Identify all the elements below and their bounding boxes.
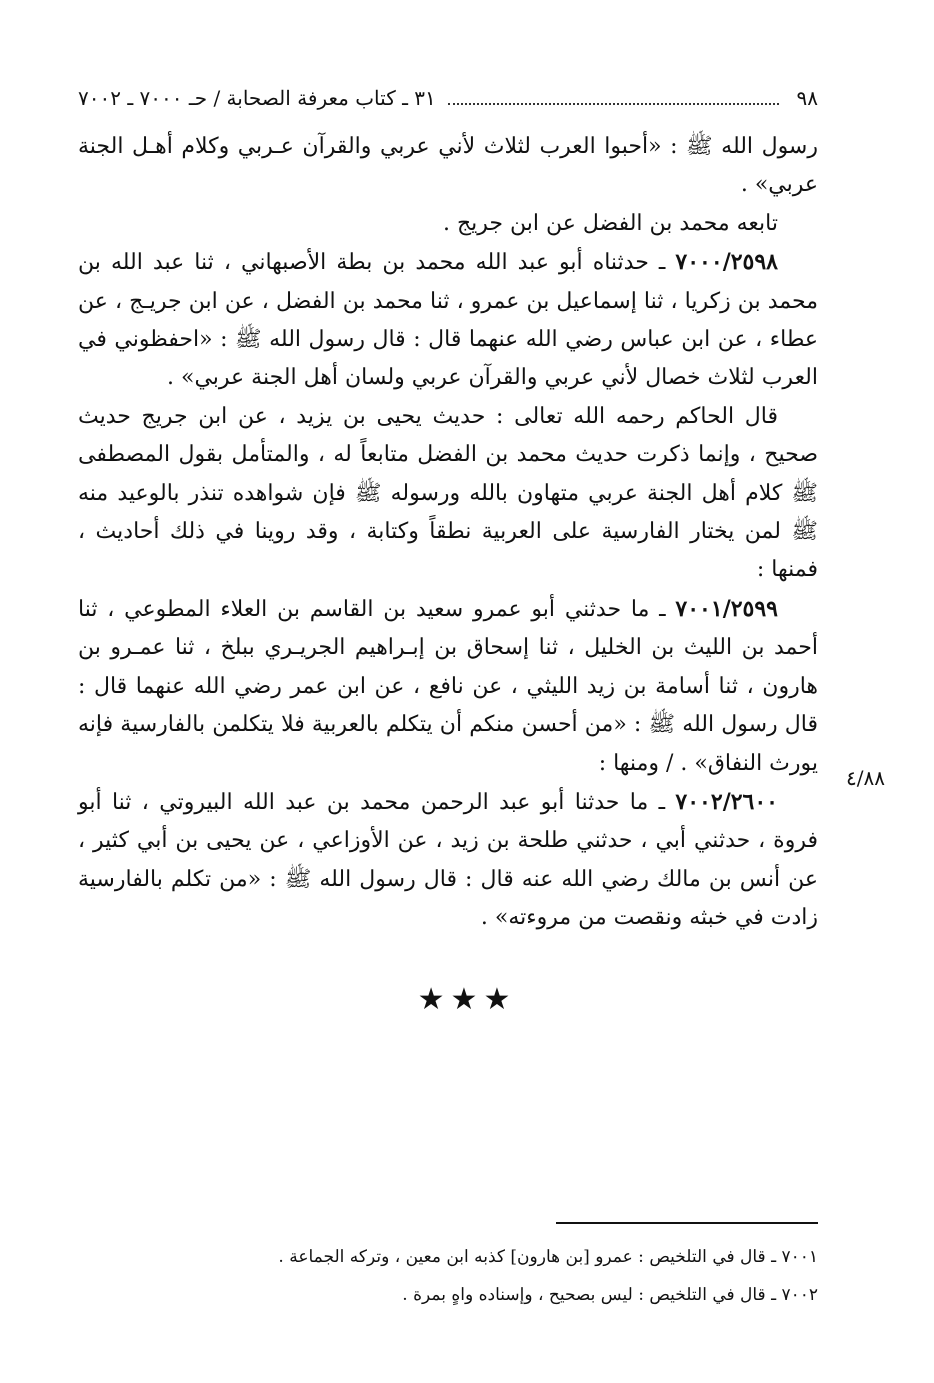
paragraph-text: قال الحاكم رحمه الله تعالى : حديث يحيى بن يزيد ، عن ابن جريج حديث صحيح ، وإنما ذكرت حديث محمد بن الفضل متابعاً له ، والمتأمل بقول المصطفى ﷺ كلام أهل الجنة عربي متهاون بالله ورسوله ﷺ فإن شواهده تنذر بالوعيد منه ﷺ لمن يختار الفارسية على العربية نطقاً وكتابة ، وقد روينا في ذلك أحاديث ، فمنها : <box>78 403 818 583</box>
dotted-leader <box>448 102 779 105</box>
hadith-number: ٧٠٠٠/٢٥٩٨ <box>675 249 778 276</box>
running-title: ٣١ ـ كتاب معرفة الصحابة / حـ ٧٠٠٠ ـ ٧٠٠٢ <box>78 86 436 110</box>
hadith-number: ٧٠٠٢/٢٦٠٠ <box>675 788 778 815</box>
hadith-paragraph <box>78 590 818 783</box>
footnote: ٧٠٠٢ ـ قال في التلخيص : ليس بصحيح ، وإسناده واهٍ بمرة . <box>402 1285 818 1305</box>
section-separator: ★★★ <box>417 982 517 1017</box>
page-number: ٩٨ <box>796 86 818 110</box>
footnote-rule <box>556 1222 818 1224</box>
paragraph-text: ـ ما حدثنا أبو عبد الرحمن محمد بن عبد الله البيروتي ، ثنا أبو فروة ، حدثني أبي ، حدثني طلحة بن زيد ، عن الأوزاعي ، عن يحيى بن أبي كثير ، عن أنس بن مالك رضي الله عنه قال : قال رسول الله ﷺ : «من تكلم بالفارسية زادت في خبثه ونقصت من مروءته» . <box>78 789 818 931</box>
paragraph-text: ـ حدثناه أبو عبد الله محمد بن بطة الأصبهاني ، ثنا عبد الله بن محمد بن زكريا ، ثنا إسماعيل بن عمرو ، ثنا محمد بن الفضل ، عن ابن جريـج ، عن عطاء ، عن ابن عباس رضي الله عنهما قال : قال رسول الله ﷺ : «احفظوني في العرب لثلاث خصال لأني عربي والقرآن عربي ولسان أهل الجنة عربي» . <box>78 250 818 391</box>
footnote: ٧٠٠١ ـ قال في التلخيص : عمرو [بن هارون] كذبه ابن معين ، وتركه الجماعة . <box>278 1247 818 1267</box>
paragraph-text: رسول الله ﷺ : «أحبوا العرب لثلاث لأني عربي والقرآن عـربي وكلام أهـل الجنة عربي» . <box>78 134 818 198</box>
paragraph-text: ـ ما حدثني أبو عمرو سعيد بن القاسم بن العلاء المطوعي ، ثنا أحمد بن الليث بن الخليل ، ثنا إسحاق بن إبـراهيم الجريـري ببلخ ، ثنا عمـرو بن هارون ، ثنا أسامة بن زيد الليثي ، عن نافع ، عن ابن عمر رضي الله عنهما قال : قال رسول الله ﷺ : «من أحسن منكم أن يتكلم بالعربية فلا يتكلمن بالفارسية فإنه يورث النفاق» . / ومنها : <box>78 596 818 776</box>
running-header <box>78 86 818 120</box>
hadith-number: ٧٠٠١/٢٥٩٩ <box>675 595 778 622</box>
paragraph-text: تابعه محمد بن الفضل عن ابن جريج . <box>442 210 778 236</box>
main-text <box>78 128 818 938</box>
footnotes <box>78 1238 818 1314</box>
paragraph <box>78 205 818 243</box>
paragraph <box>78 128 818 205</box>
margin-reference: ٤/٨٨ <box>846 766 885 790</box>
hadith-paragraph <box>78 243 818 398</box>
paragraph <box>78 398 818 590</box>
hadith-paragraph <box>78 783 818 938</box>
